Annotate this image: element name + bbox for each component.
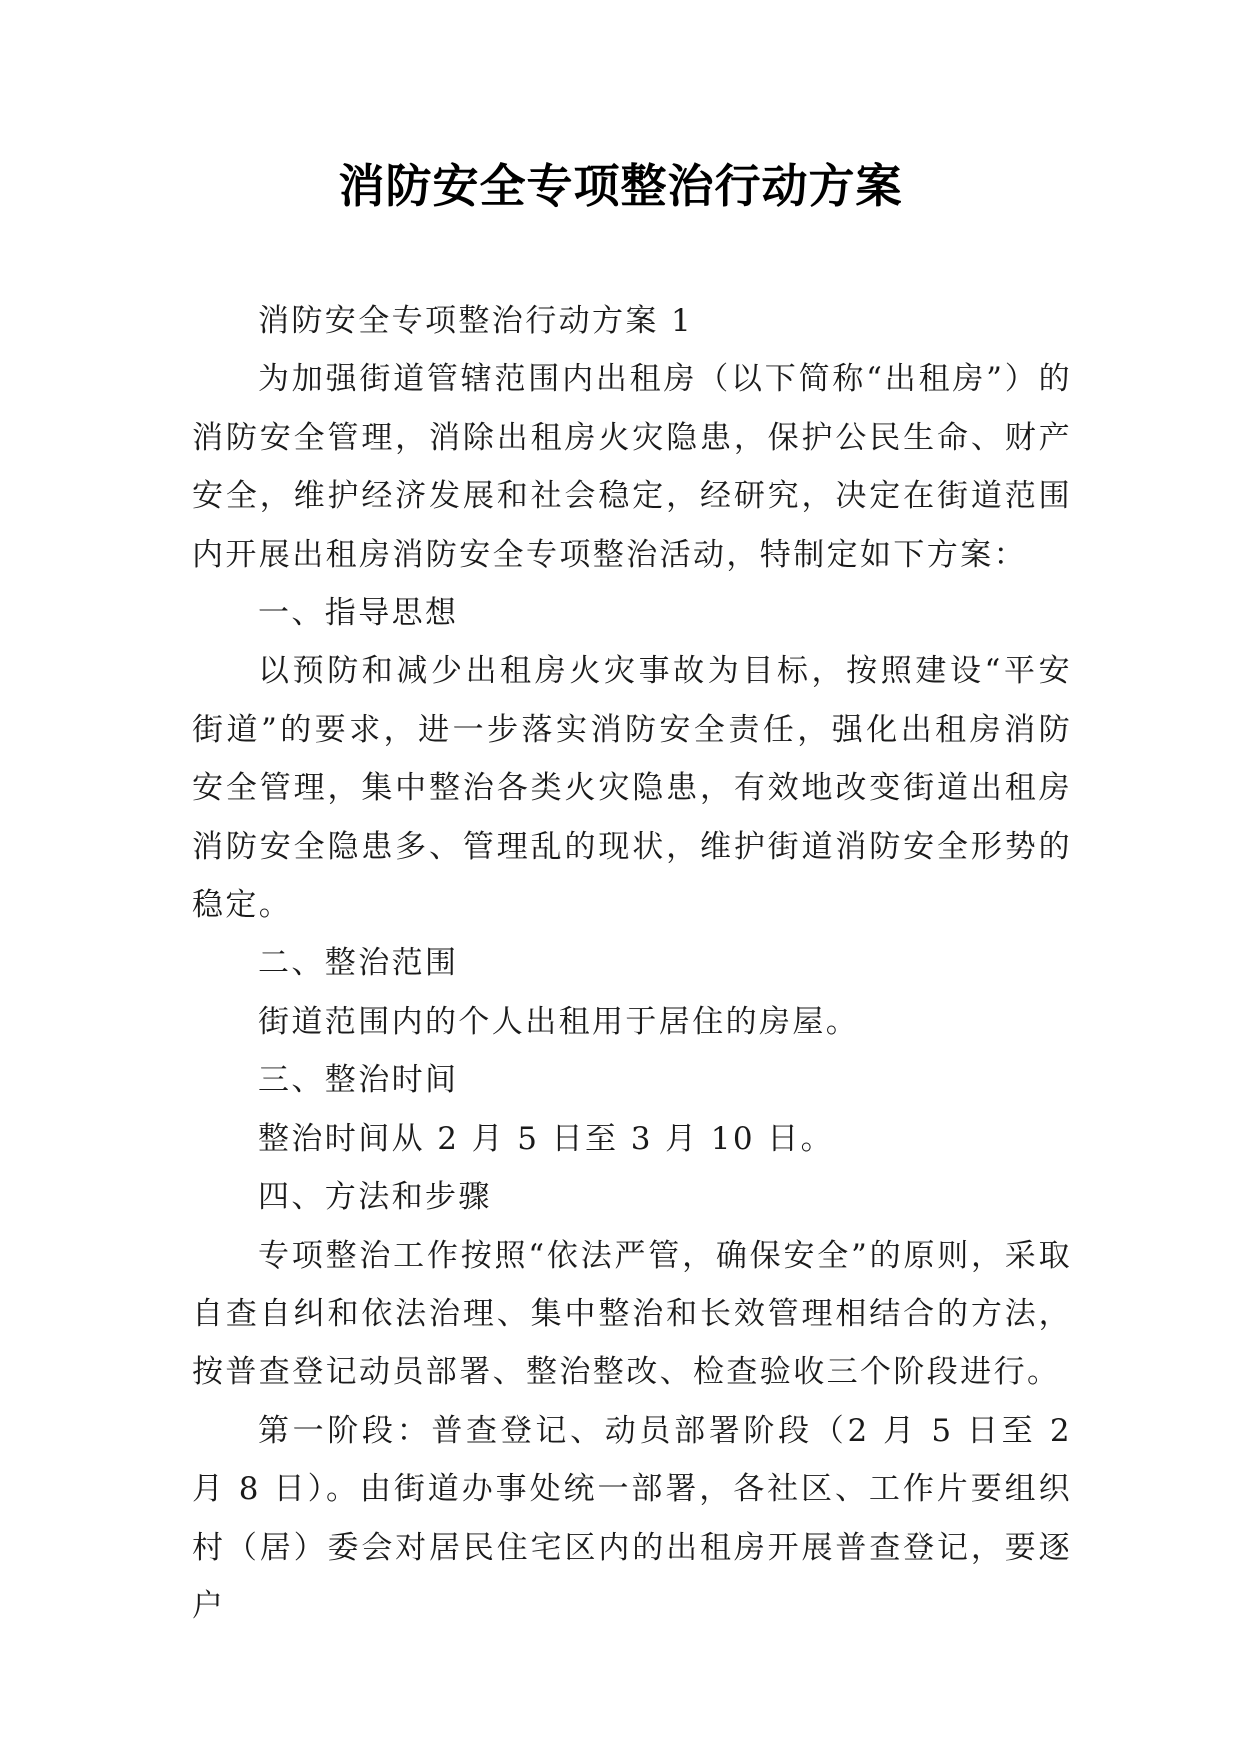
paragraph-guiding-ideology: 以预防和减少出租房火灾事故为目标，按照建设“平安街道”的要求，进一步落实消防安全责任，强化出租房消防安全管理，集中整治各类火灾隐患，有效地改变街道出租房消防安全隐患多、管理乱的现状，维护街道消防安全形势的稳定。	[192, 653, 1072, 924]
heading-guiding-ideology: 一、指导思想	[258, 595, 459, 632]
heading-time: 三、整治时间	[258, 1062, 459, 1099]
section-subtitle: 消防安全专项整治行动方案 1	[258, 303, 694, 339]
paragraph-phase-one: 第一阶段：普查登记、动员部署阶段（2 月 5 日至 2 月 8 日）。由街道办事处统一部署，各社区、工作片要组织村（居）委会对居民住宅区内的出租房开展普查登记，要逐户	[192, 1412, 1072, 1624]
heading-scope: 二、整治范围	[258, 945, 459, 982]
document-title: 消防安全专项整治行动方案	[338, 159, 903, 213]
intro-paragraph: 为加强街道管辖范围内出租房（以下简称“出租房”）的消防安全管理，消除出租房火灾隐患，保护公民生命、财产安全，维护经济发展和社会稳定，经研究，决定在街道范围内开展出租房消防安全专项整治活动，特制定如下方案：	[192, 361, 1072, 573]
paragraph-scope: 街道范围内的个人出租用于居住的房屋。	[258, 1003, 860, 1040]
heading-methods: 四、方法和步骤	[258, 1179, 492, 1216]
paragraph-methods: 专项整治工作按照“依法严管，确保安全”的原则，采取自查自纠和依法治理、集中整治和长效管理相结合的方法，按普查登记动员部署、整治整改、检查验收三个阶段进行。	[192, 1237, 1072, 1391]
document-body	[192, 292, 1072, 1635]
paragraph-time: 整治时间从 2 月 5 日至 3 月 10 日。	[258, 1120, 835, 1157]
